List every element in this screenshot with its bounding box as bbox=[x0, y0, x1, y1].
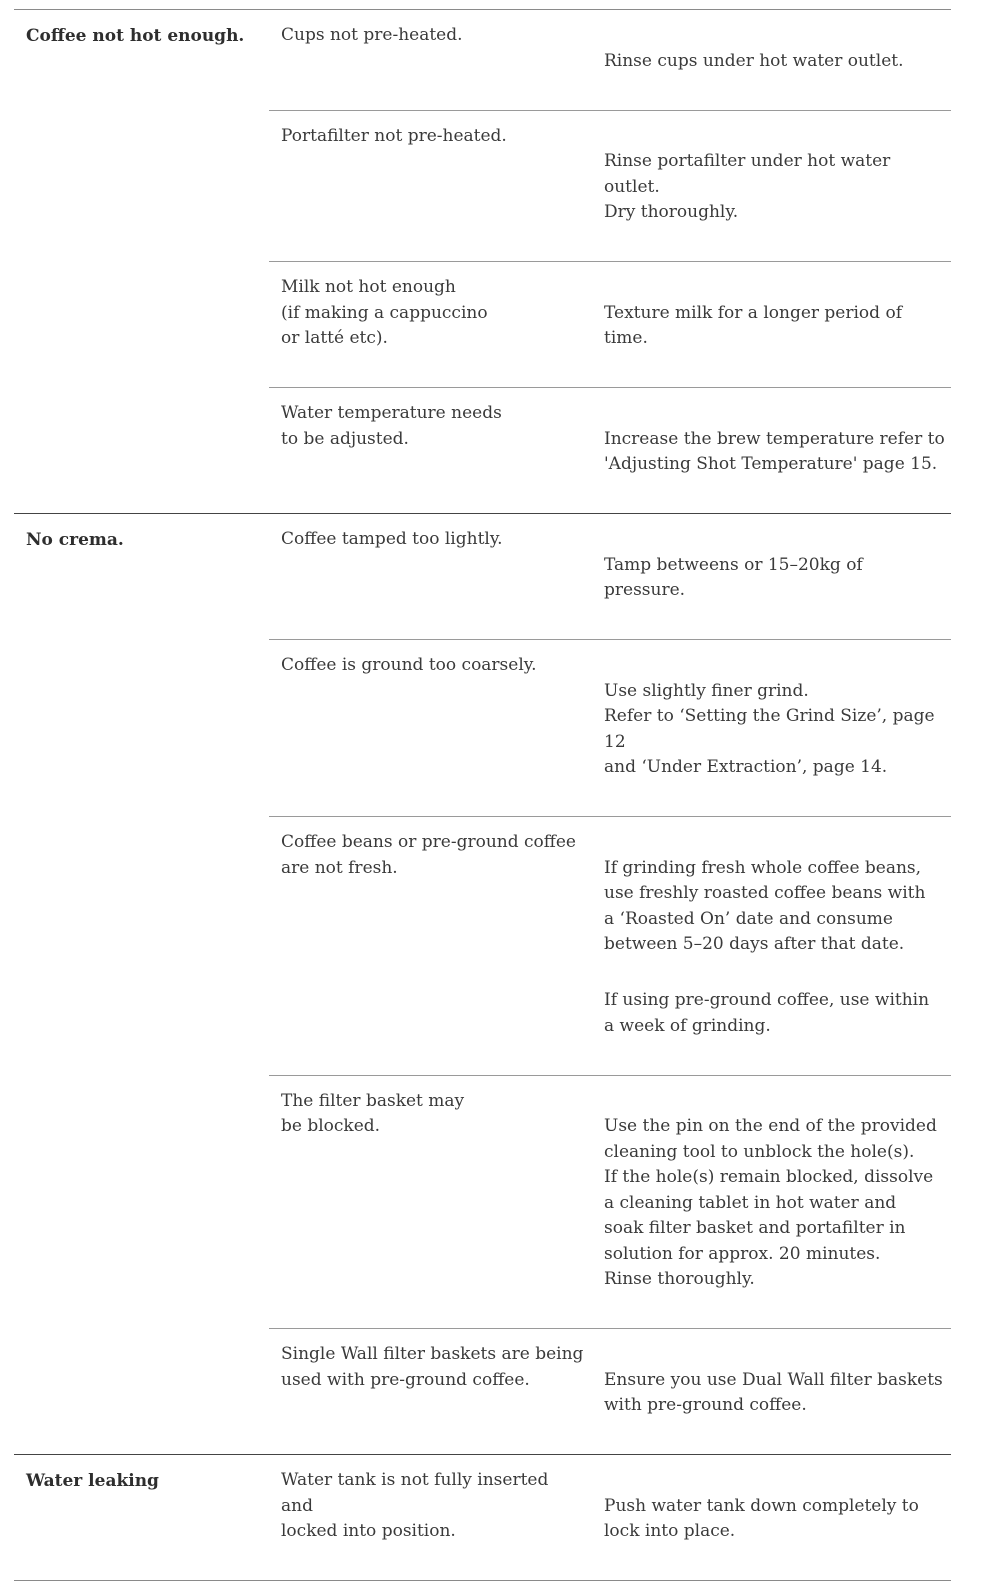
troubleshooting-table bbox=[14, 9, 951, 1581]
problem-label: Coffee not hot enough. bbox=[26, 26, 245, 46]
what-to-do bbox=[592, 817, 951, 1075]
problem-label: Water leaking bbox=[26, 1471, 159, 1491]
what-to-do bbox=[592, 514, 951, 639]
solution-paragraph: Push water tank down completely to lock into place. bbox=[604, 1495, 919, 1541]
solution-paragraph: Texture milk for a longer period of time. bbox=[604, 302, 902, 348]
problem-label: No crema. bbox=[26, 530, 124, 550]
cause-solution-rows bbox=[269, 10, 951, 513]
what-to-do bbox=[592, 111, 951, 262]
problem-group-coffee-not-hot bbox=[14, 10, 951, 514]
solution-paragraph: If grinding fresh whole coffee beans, use freshly roasted coffee beans with a ‘Roasted On’ date and consume between 5–20 days after that date. bbox=[604, 857, 926, 954]
possible-cause: Cups not pre-heated. bbox=[281, 25, 463, 45]
table-row bbox=[269, 262, 951, 388]
possible-cause: Coffee tamped too lightly. bbox=[281, 529, 503, 549]
possible-cause: Water temperature needs to be adjusted. bbox=[281, 403, 502, 449]
what-to-do bbox=[592, 1455, 951, 1580]
solution-paragraph: If using pre-ground coffee, use within a week of grinding. bbox=[604, 990, 930, 1036]
what-to-do bbox=[592, 388, 951, 513]
what-to-do bbox=[592, 640, 951, 816]
possible-cause: Milk not hot enough (if making a cappuccino or latté etc). bbox=[281, 277, 488, 348]
solution-paragraph: Ensure you use Dual Wall filter baskets with pre-ground coffee. bbox=[604, 1369, 943, 1415]
solution-paragraph: Tamp betweens or 15–20kg of pressure. bbox=[604, 554, 863, 600]
possible-cause: Single Wall filter baskets are being used with pre-ground coffee. bbox=[281, 1344, 584, 1390]
table-row bbox=[269, 640, 951, 817]
table-row bbox=[269, 1076, 951, 1330]
table-row bbox=[269, 10, 951, 111]
possible-cause: The filter basket may be blocked. bbox=[281, 1090, 465, 1136]
solution-paragraph: Increase the brew temperature refer to 'Adjusting Shot Temperature' page 15. bbox=[604, 428, 945, 474]
possible-cause: Coffee beans or pre-ground coffee are not fresh. bbox=[281, 832, 576, 878]
table-row bbox=[269, 388, 951, 513]
what-to-do bbox=[592, 1076, 951, 1329]
problem-group-no-crema bbox=[14, 514, 951, 1455]
table-row bbox=[269, 817, 951, 1076]
cause-solution-rows bbox=[269, 1455, 951, 1580]
solution-paragraph: Rinse portafilter under hot water outlet. Dry thoroughly. bbox=[604, 151, 891, 222]
what-to-do bbox=[592, 1329, 951, 1454]
table-row bbox=[269, 111, 951, 263]
solution-paragraph: Use the pin on the end of the provided cleaning tool to unblock the hole(s). If the hole(s) remain blocked, dissolve a cleaning tablet in hot water and soak filter basket and portafilter in solution for approx. 20 minutes. Rinse thoroughly. bbox=[604, 1116, 937, 1289]
cause-solution-rows bbox=[269, 514, 951, 1454]
table-row bbox=[269, 1329, 951, 1454]
problem-group-water-leaking bbox=[14, 1455, 951, 1581]
what-to-do bbox=[592, 262, 951, 387]
solution-paragraph: Use slightly finer grind. Refer to ‘Setting the Grind Size’, page 12 and ‘Under Extraction’, page 14. bbox=[604, 680, 935, 777]
possible-cause: Water tank is not fully inserted and locked into position. bbox=[281, 1470, 549, 1541]
what-to-do bbox=[592, 10, 951, 110]
possible-cause: Coffee is ground too coarsely. bbox=[281, 655, 537, 675]
table-row bbox=[269, 1455, 951, 1580]
possible-cause: Portafilter not pre-heated. bbox=[281, 125, 507, 146]
table-row bbox=[269, 514, 951, 640]
solution-paragraph: Rinse cups under hot water outlet. bbox=[604, 50, 904, 71]
